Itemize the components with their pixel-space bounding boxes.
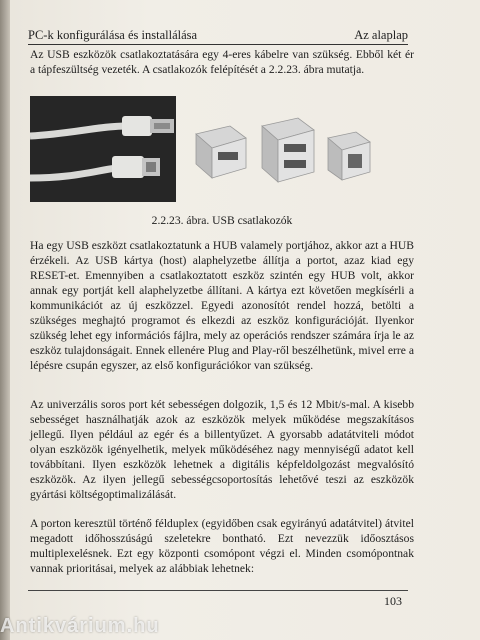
footer-rule: [28, 590, 408, 591]
book-page: [10, 0, 480, 640]
paragraph-2: [30, 238, 414, 373]
paragraph-4: [30, 516, 414, 576]
watermark: Antikvárium.hu: [0, 615, 160, 637]
running-header: [28, 28, 408, 45]
paragraph-4-text: A porton keresztül történő félduplex (egyidőben csak egyirányú adatátvitel) átvitel megadott időhosszúságú szeletekre bontható. Ezt nevezzük időosztásos multiplexelésnek. Ezt egy központi csomópont végzi el. Minden csomópontnak vannak prioritásai, melyek az alábbiak lehetnek:: [30, 517, 414, 575]
figure-caption: 2.2.23. ábra. USB csatlakozók: [151, 214, 293, 227]
header-section-title: Az alaplap: [354, 28, 408, 42]
usb-socket-illustration: [186, 104, 382, 196]
usb-socket-photo: [186, 104, 382, 196]
page-number: 103: [384, 594, 402, 608]
page-edge-shadow: [0, 0, 10, 640]
paragraph-1-text: Az USB eszközök csatlakoztatására egy 4-eres kábelre van szükség. Ebből két ér a tápfeszültség vezeték. A csatlakozók felépítését a 2.2.23. ábra mutatja.: [30, 48, 414, 76]
paragraph-2-text: Ha egy USB eszközt csatlakoztatunk a HUB valamely portjához, akkor azt a HUB érzékeli. Az USB kártya (host) alaphelyzetbe állítja a portot, azaz kiad egy RESET-et. Emennyiben a csatlakoztatott eszköz szintén egy HUB volt, akkor annak egy portját kell alaphelyzetbe állítani. A kártya ezt követően megkísérli a kommunikációt az új eszközzel. Egyedi azonosítót rendel hozzá, betölti a szükséges meghajtó programot és elkezdi az eszköz konfigurációját. Ilyenkor szükség lehet egy információs fájlra, mely az operációs rendszer számára írja le az eszköz tulajdonságait. Ennek ellenére Plug and Play-ről beszélhetünk, mivel erre a lépésre csupán egyszer, az első konfigurációkor van szükség.: [30, 239, 414, 372]
paragraph-3-text: Az univerzális soros port két sebességen dolgozik, 1,5 és 12 Mbit/s-mal. A kisebb sebességet használhatják azok az eszközök melyek működése megszakításos jellegű. Ilyen például az egér és a billentyűzet. A gyorsabb adatátviteli módot olyan eszközök igényelhetik, melyek működéséhez nagy mennyiségű adatot kell továbbítani. Ilyen eszközök lehetnek a digitális képfeldolgozást megvalósító eszközök. Az ilyen jellegű sebességcsoportosítás lehetővé teszi az eszközök gyártási költségoptimalizálását.: [30, 398, 414, 501]
header-chapter-title: PC-k konfigurálása és installálása: [28, 28, 198, 42]
usb-cable-photo: [30, 96, 176, 202]
paragraph-3: [30, 397, 414, 502]
paragraph-1: [30, 47, 414, 77]
usb-cable-illustration: [30, 96, 176, 202]
